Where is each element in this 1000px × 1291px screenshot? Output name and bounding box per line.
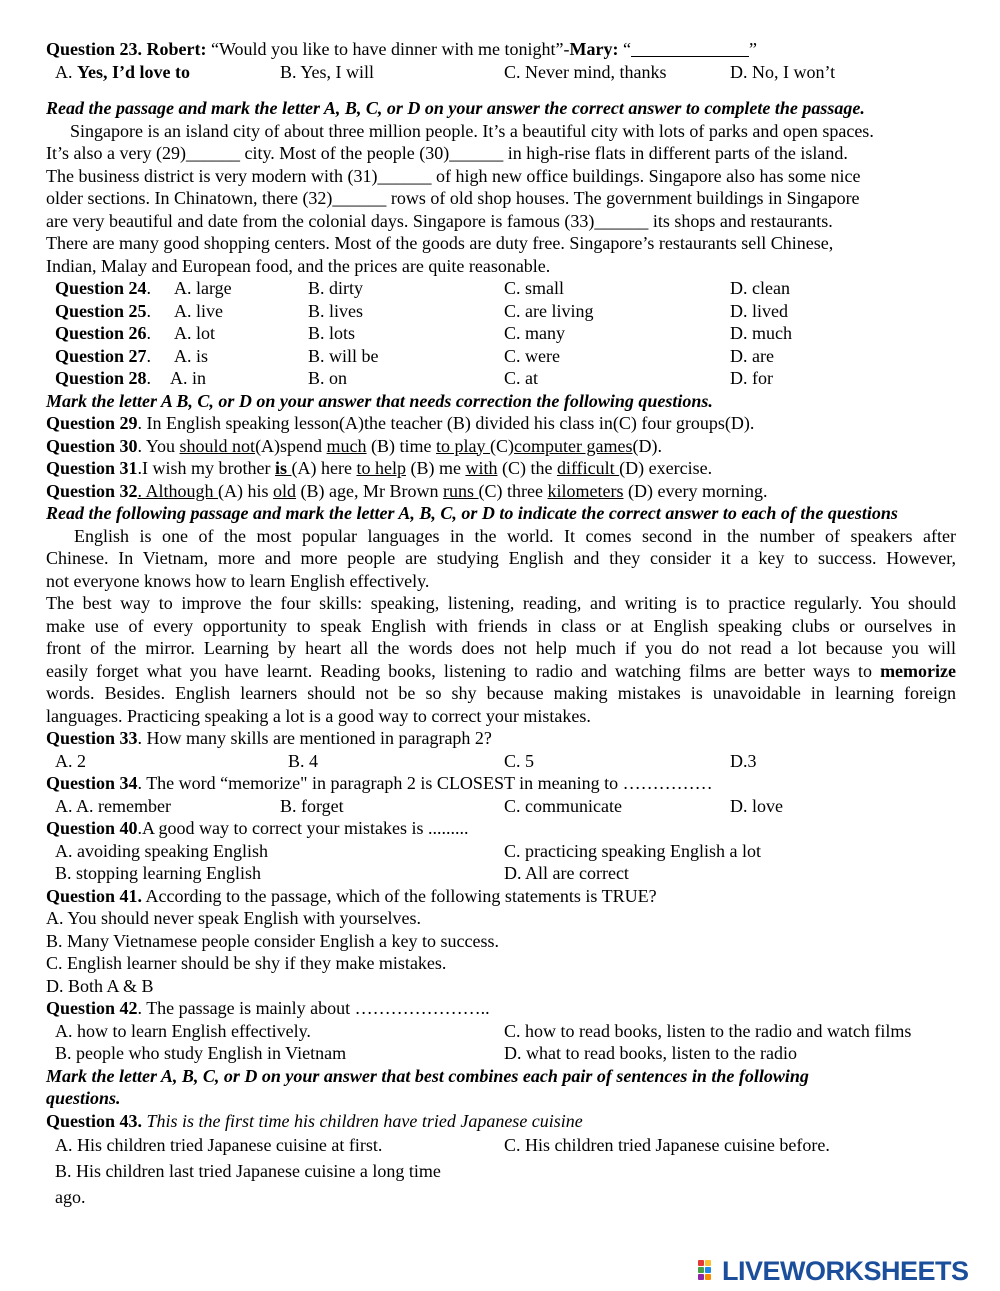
- q27-option-a[interactable]: A. is: [174, 345, 209, 366]
- passage2-line: easily forget what you have learnt. Reading books, listening to radio and watching films are better ways to memorize: [46, 660, 957, 681]
- q31-part-a[interactable]: is: [275, 458, 292, 478]
- q33-option-c[interactable]: C. 5: [504, 750, 535, 771]
- passage1-line: Indian, Malay and European food, and the prices are quite reasonable.: [46, 255, 551, 276]
- passage1-line: It’s also a very (29)______ city. Most of the people (30)______ in high-rise flats in different parts of the island.: [46, 143, 848, 163]
- passage1-line: The business district is very modern with (31)______ of high new office buildings. Singapore also has some nice: [46, 165, 861, 186]
- q25-option-a[interactable]: A. live: [174, 300, 223, 321]
- q32-part-b[interactable]: old: [273, 480, 297, 501]
- q30-part-b[interactable]: much: [326, 435, 367, 456]
- q43-option-c[interactable]: C. His children tried Japanese cuisine before.: [504, 1135, 830, 1155]
- passage2-instruction: Read the following passage and mark the letter A, B, C, or D to indicate the correct answer to each of the questions: [46, 503, 898, 523]
- q33-option-d[interactable]: D.3: [730, 750, 757, 771]
- question-27: Question 27. A. is B. will be C. were D. are: [55, 345, 774, 366]
- q25-option-b[interactable]: B. lives: [308, 300, 364, 321]
- q27-option-c[interactable]: C. were: [504, 345, 560, 366]
- q31-part-d[interactable]: difficult: [556, 458, 620, 478]
- q42-option-c[interactable]: C. how to read books, listen to the radio and watch films: [504, 1020, 912, 1041]
- q34-option-a[interactable]: A. A. remember: [55, 795, 171, 816]
- question-30: Question 30. You should not(A)spend much (B) time to play (C)computer games(D).: [46, 435, 663, 456]
- q23-option-a[interactable]: A. Yes, I’d love to: [55, 61, 190, 82]
- q40-option-d[interactable]: D. All are correct: [504, 863, 629, 883]
- logo-grid-icon: [698, 1258, 720, 1284]
- passage1-instruction: Read the passage and mark the letter A, B, C, or D on your answer the correct answer to complete the passage.: [46, 98, 865, 118]
- question-23: [46, 38, 956, 61]
- q40-option-c[interactable]: C. practicing speaking English a lot: [504, 840, 761, 861]
- q34-option-c[interactable]: C. communicate: [504, 795, 622, 816]
- liveworksheets-logo[interactable]: [698, 1256, 969, 1286]
- q23-options: [46, 61, 956, 84]
- logo-text: LIVEWORKSHEETS: [722, 1255, 969, 1286]
- question-33: Question 33. How many skills are mentioned in paragraph 2?: [46, 728, 492, 748]
- q27-option-b[interactable]: B. will be: [308, 345, 379, 366]
- q42-option-b[interactable]: B. people who study English in Vietnam: [55, 1043, 347, 1063]
- q31-part-c[interactable]: with: [465, 458, 498, 478]
- passage1-line: There are many good shopping centers. Most of the goods are duty free. Singapore’s restaurants sell Chinese,: [46, 233, 834, 253]
- q43-option-a[interactable]: A. His children tried Japanese cuisine at first.: [55, 1135, 383, 1155]
- passage1-line: are very beautiful and date from the colonial days. Singapore is famous (33)______ its shops and restaurants.: [46, 210, 833, 231]
- passage2-line: Chinese. In Vietnam, more and more people are studying English and they consider it a key to success. However,: [46, 548, 956, 568]
- q34-option-b[interactable]: B. forget: [280, 795, 344, 816]
- q24-option-a[interactable]: A. large: [174, 278, 232, 298]
- q43-option-b-cont[interactable]: ago.: [55, 1187, 86, 1207]
- q31-part-b[interactable]: to help: [356, 458, 406, 478]
- q23-speaker-robert: Robert:: [146, 39, 207, 59]
- q32-part-d[interactable]: kilometers: [547, 480, 624, 501]
- passage1-line: older sections. In Chinatown, there (32)______ rows of old shop houses. The government buildings in Singapore: [46, 188, 860, 208]
- q24-option-d[interactable]: D. clean: [730, 278, 790, 298]
- q23-option-d[interactable]: D. No, I won’t: [730, 61, 836, 82]
- q40-option-a[interactable]: A. avoiding speaking English: [55, 840, 268, 861]
- question-40: Question 40.A good way to correct your mistakes is .........: [46, 818, 469, 838]
- question-42: Question 42. The passage is mainly about …………………..: [46, 998, 490, 1018]
- q23-open-quote: “: [618, 39, 631, 59]
- q25-option-c[interactable]: C. are living: [504, 300, 594, 321]
- combine-instruction: Mark the letter A, B, C, or D on your answer that best combines each pair of sentences in the following: [46, 1065, 809, 1086]
- q23-option-c[interactable]: C. Never mind, thanks: [504, 61, 667, 82]
- q28-option-a[interactable]: A. in: [170, 368, 206, 388]
- q24-option-c[interactable]: C. small: [504, 278, 565, 298]
- correction-instruction: Mark the letter A B, C, or D on your answer that needs correction the following questions.: [46, 390, 713, 411]
- q40-option-b[interactable]: B. stopping learning English: [55, 863, 261, 883]
- q33-option-b[interactable]: B. 4: [288, 750, 319, 771]
- q24-option-b[interactable]: B. dirty: [308, 278, 364, 298]
- q33-option-a[interactable]: A. 2: [55, 750, 86, 771]
- q34-option-d[interactable]: D. love: [730, 795, 783, 816]
- question-28: Question 28. A. in B. on C. at D. for: [55, 368, 773, 388]
- q23-speaker-mary: Mary:: [569, 39, 619, 59]
- question-41: Question 41. According to the passage, which of the following statements is TRUE?: [46, 885, 657, 906]
- q32-part-a[interactable]: . Although: [137, 480, 219, 501]
- q42-option-a[interactable]: A. how to learn English effectively.: [55, 1020, 311, 1041]
- q26-option-b[interactable]: B. lots: [308, 323, 356, 343]
- q28-option-c[interactable]: C. at: [504, 368, 538, 388]
- q23-option-b[interactable]: B. Yes, I will: [280, 61, 375, 82]
- worksheet-page: [46, 38, 956, 1210]
- q41-option-b[interactable]: B. Many Vietnamese people consider English a key to success.: [46, 930, 499, 951]
- question-26: Question 26. A. lot B. lots C. many D. much: [55, 323, 792, 343]
- q26-option-d[interactable]: D. much: [730, 323, 792, 343]
- q32-part-c[interactable]: runs: [443, 480, 479, 501]
- question-43: Question 43. This is the first time his children have tried Japanese cuisine: [46, 1110, 583, 1131]
- passage2-line: English is one of the most popular languages in the world. It comes second in the number of speakers after: [74, 525, 956, 546]
- question-25: Question 25. A. live B. lives C. are living D. lived: [55, 300, 788, 321]
- q25-option-d[interactable]: D. lived: [730, 300, 788, 321]
- q33-options: [46, 750, 956, 773]
- q41-option-c[interactable]: C. English learner should be shy if they make mistakes.: [46, 953, 447, 973]
- q28-option-d[interactable]: D. for: [730, 368, 773, 388]
- memorize-word: memorize: [880, 660, 957, 681]
- q41-option-a[interactable]: A. You should never speak English with yourselves.: [46, 908, 421, 928]
- q27-option-d[interactable]: D. are: [730, 345, 774, 366]
- passage2-line: words. Besides. English learners should not be so shy because making mistakes is unavoidable in learning foreign: [46, 683, 956, 703]
- q26-option-a[interactable]: A. lot: [174, 323, 216, 343]
- passage2-line: The best way to improve the four skills: speaking, listening, reading, and writing is to practice regularly. You should: [46, 593, 956, 613]
- question-34: Question 34. The word “memorize" in paragraph 2 is CLOSEST in meaning to ……………: [46, 773, 713, 793]
- q23-number: Question 23.: [46, 39, 143, 59]
- passage2-line: languages. Practicing speaking a lot is a good way to correct your mistakes.: [46, 705, 591, 726]
- q26-option-c[interactable]: C. many: [504, 323, 565, 343]
- combine-instruction-cont: questions.: [46, 1088, 121, 1108]
- question-29: Question 29. In English speaking lesson(A)the teacher (B) divided his class in(C) four groups(D).: [46, 413, 755, 433]
- question-24: Question 24. A. large B. dirty C. small D. clean: [55, 278, 790, 298]
- q23-answer-blank[interactable]: [631, 40, 749, 57]
- passage1-line: Singapore is an island city of about three million people. It’s a beautiful city with lots of parks and open spaces.: [70, 120, 874, 141]
- q34-options: [46, 795, 956, 818]
- q30-part-c[interactable]: to play: [436, 435, 491, 456]
- q30-part-d[interactable]: computer games: [514, 435, 633, 456]
- passage2-line: not everyone knows how to learn English effectively.: [46, 570, 430, 591]
- passage2-line: make use of every opportunity to speak English with friends in class or at English speaking clubs or ourselves in: [46, 615, 956, 636]
- passage2-line: front of the mirror. Learning by heart all the words does not help much if you do not read a lot because you will: [46, 638, 956, 658]
- q28-option-b[interactable]: B. on: [308, 368, 348, 388]
- q43-option-b[interactable]: B. His children last tried Japanese cuisine a long time: [55, 1161, 441, 1181]
- q30-part-a[interactable]: should not: [179, 435, 256, 456]
- q41-option-d[interactable]: D. Both A & B: [46, 975, 154, 996]
- q23-close-quote: ”: [748, 39, 757, 59]
- question-32: Question 32. Although (A) his old (B) age, Mr Brown runs (C) three kilometers (D) every morning.: [46, 480, 768, 501]
- question-31: Question 31.I wish my brother is (A) here to help (B) me with (C) the difficult (D) exercise.: [46, 458, 713, 478]
- q42-option-d[interactable]: D. what to read books, listen to the radio: [504, 1043, 797, 1063]
- q23-prompt: “Would you like to have dinner with me tonight”-: [206, 39, 570, 59]
